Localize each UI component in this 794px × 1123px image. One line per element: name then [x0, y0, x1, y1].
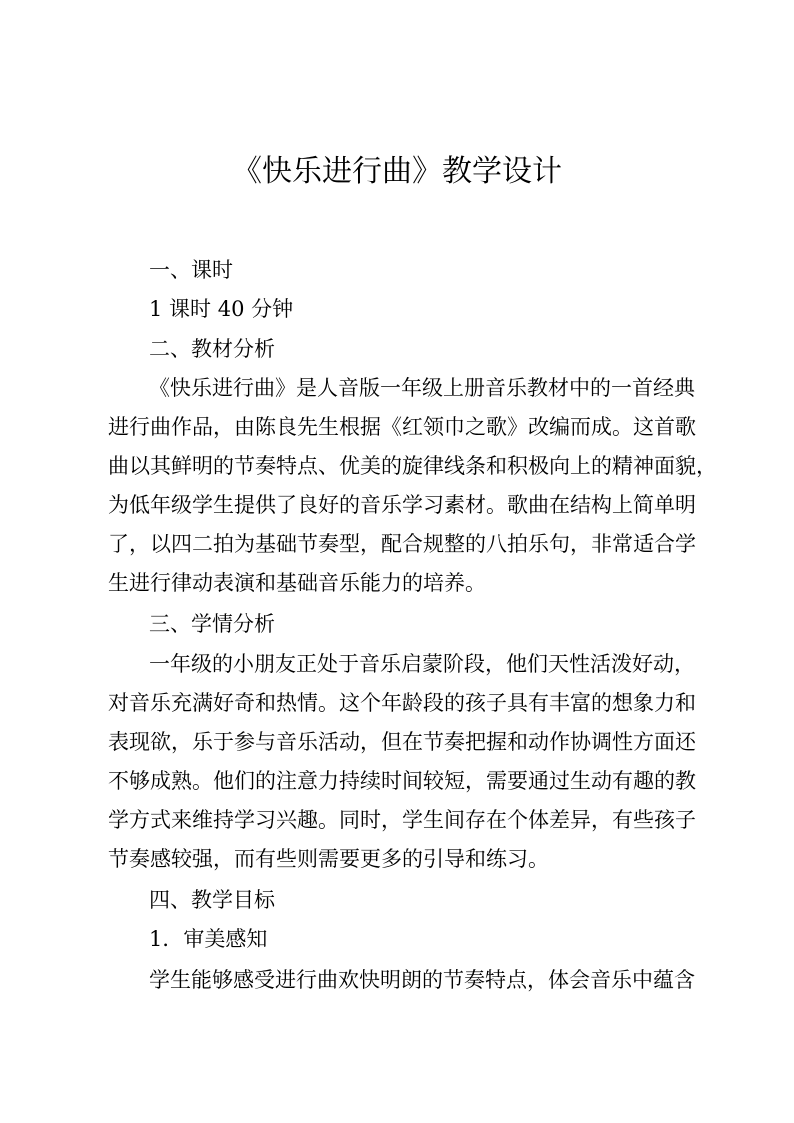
- paragraph-line: 不够成熟。他们的注意力持续时间较短，需要通过生动有趣的教: [108, 769, 696, 793]
- paragraph-line: 学方式来维持学习兴趣。同时，学生间存在个体差异，有些孩子: [108, 808, 696, 832]
- section-heading-class-hours: 一、课时: [149, 258, 233, 282]
- subsection-heading-aesthetic-perception: 1．审美感知: [149, 927, 268, 951]
- paragraph-line: 节奏感较强，而有些则需要更多的引导和练习。: [108, 847, 549, 871]
- paragraph-line: 学生能够感受进行曲欢快明朗的节奏特点，体会音乐中蕴含: [149, 968, 695, 992]
- paragraph-line: 一年级的小朋友正处于音乐启蒙阶段，他们天性活泼好动，: [149, 652, 695, 676]
- section-heading-student-analysis: 三、学情分析: [149, 612, 275, 636]
- paragraph-line: 生进行律动表演和基础音乐能力的培养。: [108, 571, 486, 595]
- section-heading-material-analysis: 二、教材分析: [149, 337, 275, 361]
- paragraph-line: 曲以其鲜明的节奏特点、优美的旋律线条和积极向上的精神面貌，: [108, 454, 717, 478]
- class-hours-text: 1 课时 40 分钟: [149, 297, 294, 321]
- section-heading-teaching-objectives: 四、教学目标: [149, 888, 275, 912]
- paragraph-line: 表现欲，乐于参与音乐活动，但在节奏把握和动作协调性方面还: [108, 730, 696, 754]
- document-title: 《快乐进行曲》教学设计: [232, 154, 562, 189]
- paragraph-line: 进行曲作品，由陈良先生根据《红领巾之歌》改编而成。这首歌: [108, 415, 696, 439]
- paragraph-line: 对音乐充满好奇和热情。这个年龄段的孩子具有丰富的想象力和: [108, 691, 696, 715]
- paragraph-line: 《快乐进行曲》是人音版一年级上册音乐教材中的一首经典: [149, 376, 695, 400]
- paragraph-line: 了，以四二拍为基础节奏型，配合规整的八拍乐句，非常适合学: [108, 532, 696, 556]
- paragraph-line: 为低年级学生提供了良好的音乐学习素材。歌曲在结构上简单明: [108, 493, 696, 517]
